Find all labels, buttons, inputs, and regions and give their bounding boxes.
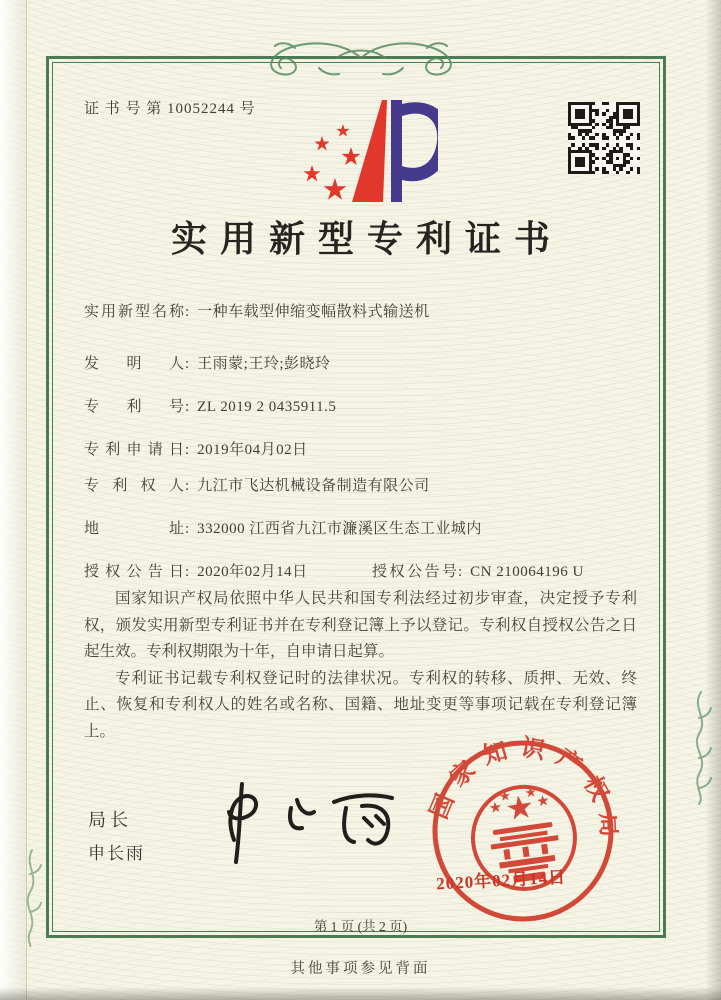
director-signature xyxy=(196,778,406,868)
field-row-address xyxy=(84,517,482,538)
seal-text: 国家知识产权局 xyxy=(426,734,623,849)
field-row-patent-number xyxy=(84,395,336,416)
back-side-note: 其他事项参见背面 xyxy=(290,961,431,977)
field-colon: : xyxy=(185,304,190,320)
field-colon: : xyxy=(185,564,190,580)
field-value-application-date: 2019年04月02日 xyxy=(197,442,308,458)
svg-text:国家知识产权局 xyxy=(416,724,626,874)
field-label: 实用新型名称 xyxy=(84,304,184,320)
field-label: 专利号 xyxy=(84,399,184,415)
legal-paragraph-2: 专利证书记载专利权登记时的法律状况。专利权的转移、质押、无效、终止、恢复和专利权人的姓名或名称、国籍、地址变更等事项记载在专利登记簿上。 xyxy=(84,669,637,740)
field-label: 授权公告日 xyxy=(84,564,184,580)
field-row-application-date xyxy=(84,438,308,459)
certificate-number: 证 书 号 第 10052244 号 xyxy=(84,101,256,117)
field-colon: : xyxy=(185,399,190,415)
director-title: 局长 xyxy=(88,810,132,830)
field-colon: : xyxy=(185,521,190,537)
legal-text-block xyxy=(84,586,637,745)
field-value-patentee: 九江市飞达机械设备制造有限公司 xyxy=(197,478,430,494)
cnipa-logo xyxy=(288,94,438,209)
logo-purple-bar xyxy=(391,100,402,202)
field-label: 专利申请日 xyxy=(84,442,184,458)
cnipa-seal xyxy=(416,724,631,939)
field-label: 发明人 xyxy=(84,356,184,372)
field-colon: : xyxy=(458,564,463,580)
field-row-grant-number xyxy=(372,560,584,581)
page-number: 第 1 页 (共 2 页) xyxy=(313,919,408,934)
field-value-grant-number: CN 210064196 U xyxy=(470,564,584,580)
field-row-inventors xyxy=(84,352,331,373)
field-row-patent-name xyxy=(84,300,430,321)
right-vine-ornament xyxy=(683,688,719,808)
field-value-patent-number: ZL 2019 2 0435911.5 xyxy=(197,399,337,415)
certificate-title: 实用新型专利证书 xyxy=(170,219,563,259)
logo-purple-bowl xyxy=(402,102,438,181)
field-value-patent-name: 一种车载型伸缩变幅散料式输送机 xyxy=(197,304,430,320)
field-colon: : xyxy=(185,478,190,494)
field-row-grant-date xyxy=(84,560,308,581)
seal-date: 2020年02月14日 xyxy=(435,867,567,894)
scan-edge-bottom xyxy=(0,987,721,1000)
logo-red-wedge xyxy=(352,100,387,202)
qr-code xyxy=(568,102,640,174)
field-label: 专利权人 xyxy=(84,478,184,494)
top-flourish-ornament xyxy=(231,36,491,84)
field-label: 地址 xyxy=(84,521,184,537)
legal-paragraph-1: 国家知识产权局依照中华人民共和国专利法经过初步审查，决定授予专利权，颁发实用新型专利证书并在专利登记簿上予以登记。专利权自授权公告之日起生效。专利权期限为十年，自申请日起算。 xyxy=(84,590,637,660)
field-value-grant-date: 2020年02月14日 xyxy=(197,564,308,580)
field-value-address: 332000 江西省九江市濂溪区生态工业城内 xyxy=(197,521,482,537)
field-colon: : xyxy=(185,442,190,458)
field-colon: : xyxy=(185,356,190,372)
scan-edge-right xyxy=(705,0,721,1000)
field-label: 授权公告号 xyxy=(372,564,457,580)
director-name: 申长雨 xyxy=(88,844,145,863)
field-value-inventors: 王雨蒙;王玲;彭晓玲 xyxy=(197,356,331,372)
field-row-patentee xyxy=(84,474,430,495)
